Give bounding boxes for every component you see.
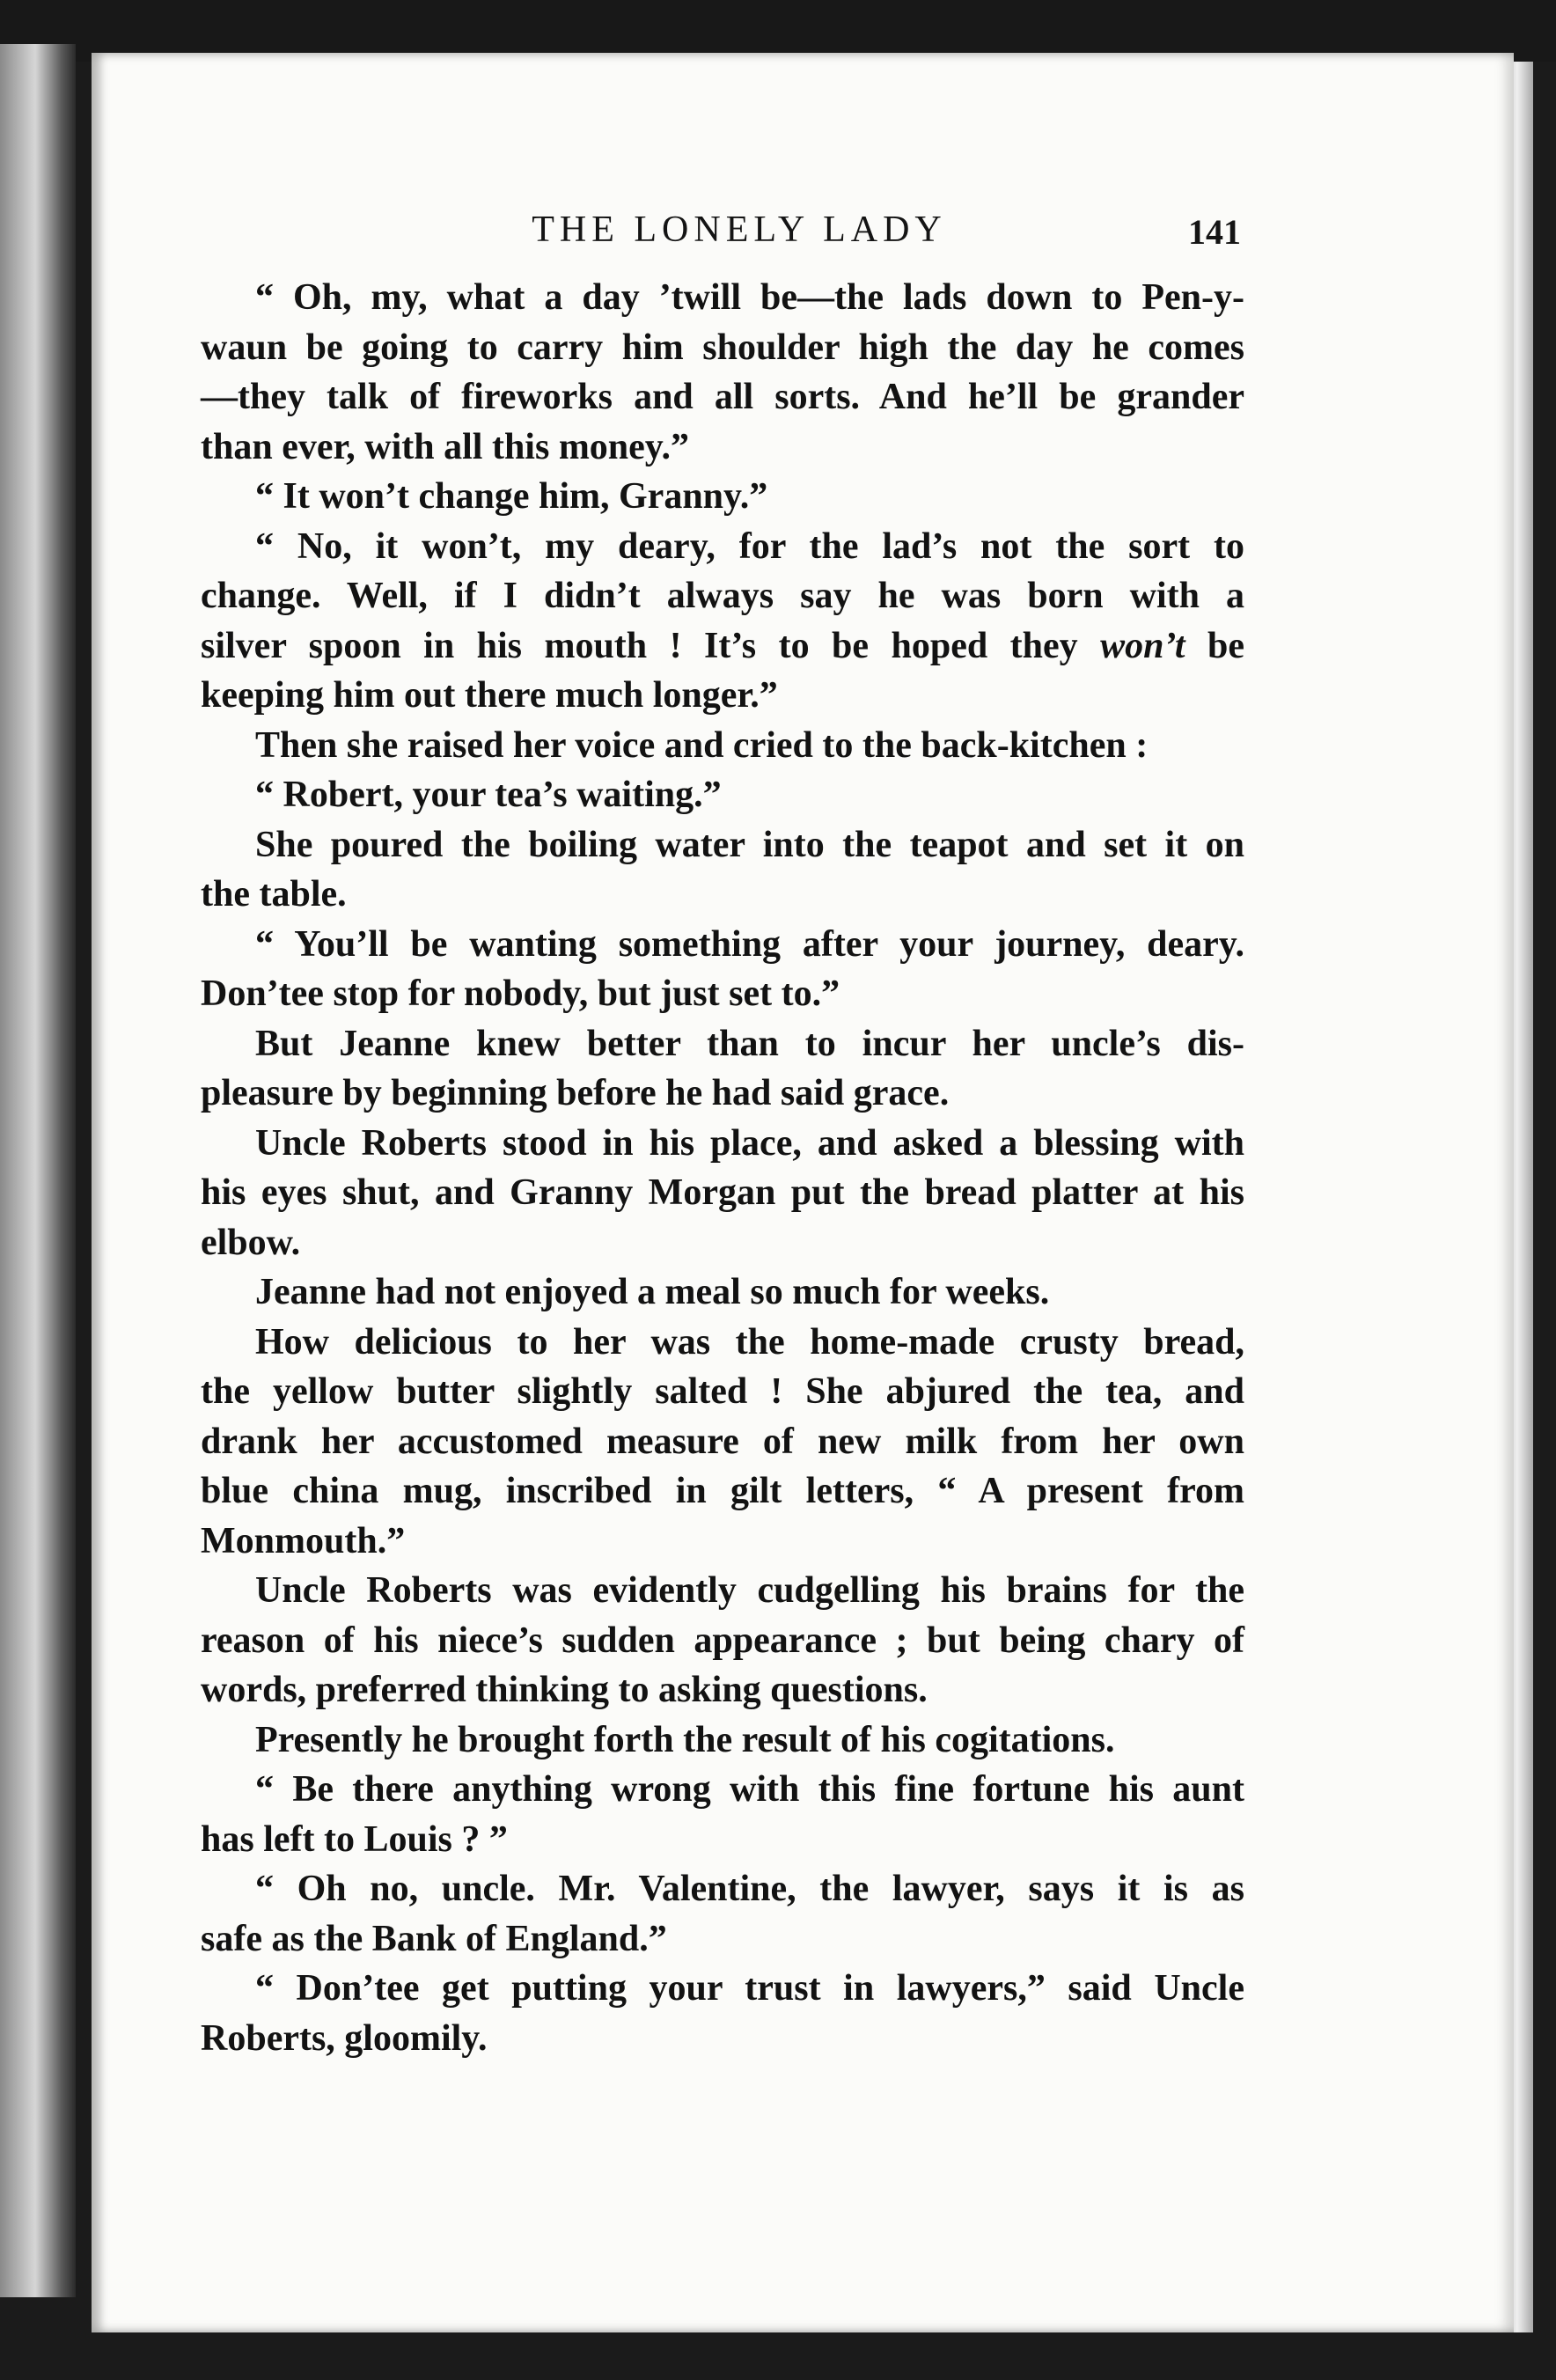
text-line: has left to Louis ? ”: [201, 1818, 508, 1860]
text-line: Uncle Roberts stood in his place, and asked a blessing with: [255, 1122, 1244, 1164]
text-line: change. Well, if I didn’t always say he was born with a: [201, 576, 1244, 616]
text-line: safe as the Bank of England.”: [201, 1918, 667, 1959]
text-line: But Jeanne knew better than to incur her uncle’s dis-: [255, 1023, 1244, 1064]
text-line: waun be going to carry him shoulder high the day he comes: [201, 327, 1244, 368]
text-line: She poured the boiling water into the teapot and set it on: [255, 824, 1244, 865]
text-line: the table.: [201, 874, 347, 915]
text-line: “ It won’t change him, Granny.”: [255, 476, 768, 517]
text-line: Uncle Roberts was evidently cudgelling his brains for the: [255, 1570, 1244, 1611]
text-line: “ Don’tee get putting your trust in lawyers,” said Uncle: [255, 1968, 1244, 2009]
text-line: keeping him out there much longer.”: [201, 675, 778, 716]
text-line: Jeanne had not enjoyed a meal so much for weeks.: [255, 1272, 1050, 1312]
page-number: 141: [1188, 212, 1241, 252]
text-line: “ Oh, my, what a day ’twill be—the lads down to Pen-y-: [255, 277, 1244, 318]
text-line: Monmouth.”: [201, 1520, 406, 1561]
text-line: than ever, with all this money.”: [201, 426, 689, 467]
text-line: blue china mug, inscribed in gilt letters, “ A present from: [201, 1471, 1244, 1511]
text-line: “ Be there anything wrong with this fine fortune his aunt: [255, 1769, 1244, 1810]
body-text: [201, 273, 1244, 2063]
text-line: How delicious to her was the home-made crusty bread,: [255, 1321, 1244, 1363]
text-line: reason of his niece’s sudden appearance ; but being chary of: [201, 1620, 1244, 1661]
text-line: “ No, it won’t, my deary, for the lad’s not the sort to: [255, 525, 1244, 567]
text-line: “ Oh no, uncle. Mr. Valentine, the lawyer, says it is as: [255, 1869, 1244, 1909]
text-line: Then she raised her voice and cried to the back-kitchen :: [255, 724, 1149, 766]
text-line: “ You’ll be wanting something after your journey, deary.: [255, 923, 1244, 965]
text-line: Don’tee stop for nobody, but just set to.”: [201, 973, 840, 1014]
text-line: words, preferred thinking to asking questions.: [201, 1670, 928, 1710]
facing-page-edge: [0, 44, 76, 2297]
text-line: the yellow butter slightly salted ! She abjured the tea, and: [201, 1371, 1244, 1412]
text-line: his eyes shut, and Granny Morgan put the bread platter at his: [201, 1172, 1244, 1213]
text-line: —they talk of fireworks and all sorts. And he’ll be grander: [201, 377, 1244, 417]
running-title: THE LONELY LADY: [532, 209, 947, 250]
text-line: pleasure by beginning before he had said grace.: [201, 1073, 950, 1113]
text-line: Presently he brought forth the result of his cogitations.: [255, 1719, 1115, 1760]
text-line: drank her accustomed measure of new milk from her own: [201, 1421, 1244, 1462]
text-line: Roberts, gloomily.: [201, 2017, 488, 2059]
text-line: elbow.: [201, 1222, 301, 1263]
text-line: silver spoon in his mouth ! It’s to be hoped they won’t be: [201, 625, 1244, 666]
text-line: “ Robert, your tea’s waiting.”: [255, 775, 722, 815]
